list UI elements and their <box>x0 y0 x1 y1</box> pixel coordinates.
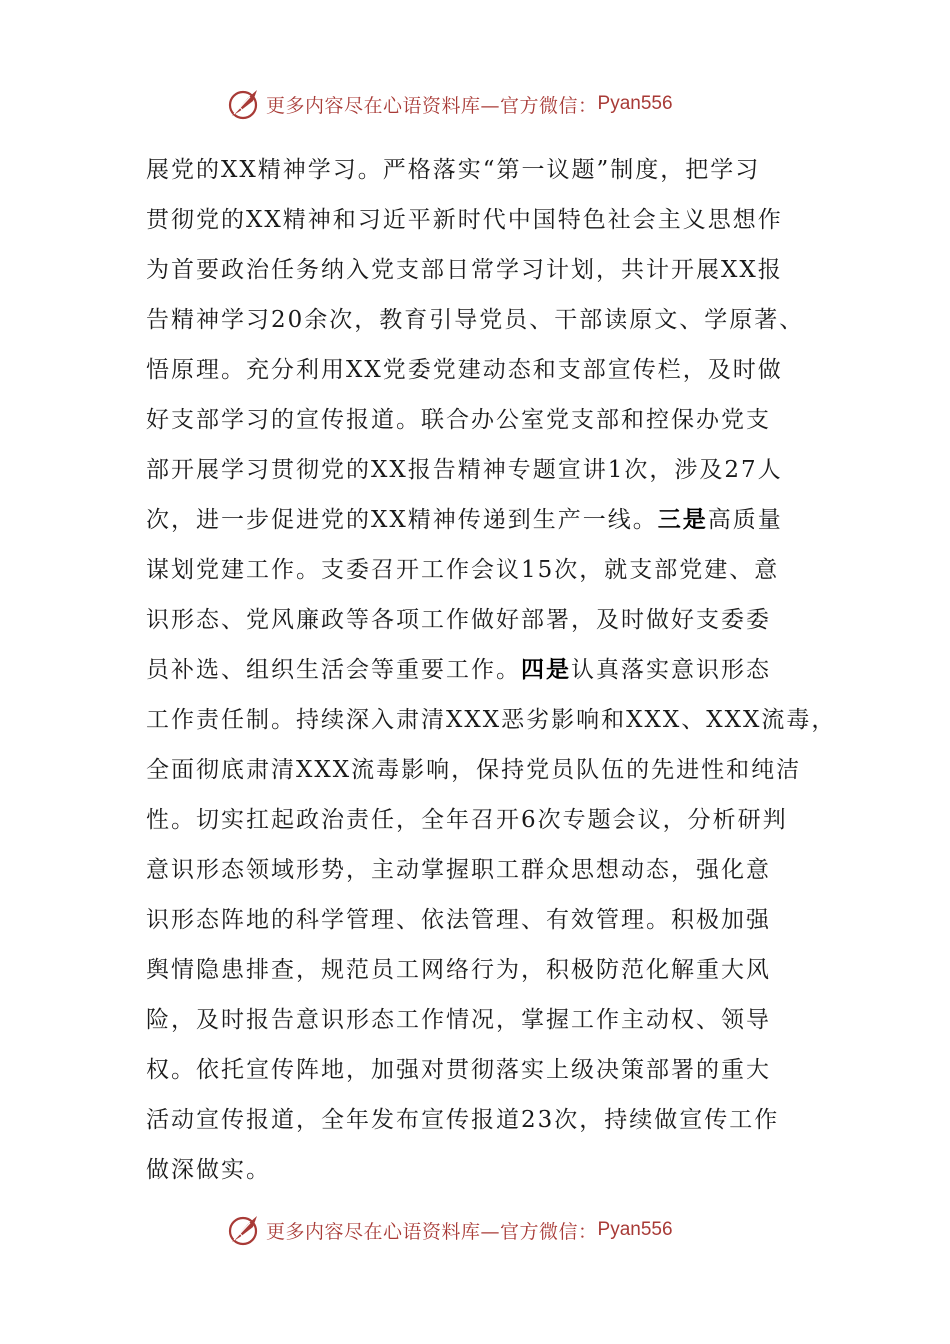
header-watermark <box>226 84 746 124</box>
text-line <box>146 695 837 745</box>
text-segment: 险，及时报告意识形态工作情况，掌握工作主动权、领导 <box>146 1007 771 1033</box>
text-segment: 次，进一步促进党的XX精神传递到生产一线。 <box>146 507 658 533</box>
text-line <box>146 195 806 245</box>
text-line <box>146 745 806 795</box>
text-line <box>146 995 806 1045</box>
watermark-text: 更多内容尽在心语资料库—官方微信： <box>266 1220 598 1243</box>
text-segment: 意识形态领域形势，主动掌握职工群众思想动态，强化意 <box>146 857 771 883</box>
text-line <box>146 545 806 595</box>
text-segment: 贯彻党的XX精神和习近平新时代中国特色社会主义思想作 <box>146 207 783 233</box>
text-segment: 高质量 <box>707 507 783 533</box>
text-line <box>146 445 806 495</box>
text-segment: 展党的XX精神学习。严格落实“第一议题”制度，把学习 <box>146 157 761 183</box>
text-line <box>146 295 806 345</box>
text-line <box>146 245 806 295</box>
text-segment: 谋划党建工作。支委召开工作会议15次，就支部党建、意 <box>146 557 780 583</box>
text-segment: 性。切实扛起政治责任，全年召开6次专题会议，分析研判 <box>146 807 788 833</box>
text-line <box>146 845 806 895</box>
text-segment: 好支部学习的宣传报道。联合办公室党支部和控保办党支 <box>146 407 771 433</box>
emphasis-label: 三是 <box>657 506 708 533</box>
text-line <box>146 645 806 695</box>
text-segment: 舆情隐患排查，规范员工网络行为，积极防范化解重大风 <box>146 957 771 983</box>
text-line <box>146 395 806 445</box>
text-segment: 识形态阵地的科学管理、依法管理、有效管理。积极加强 <box>146 907 771 933</box>
quill-logo-icon <box>226 1212 262 1248</box>
text-line <box>146 1095 806 1145</box>
text-segment: 悟原理。充分利用XX党委党建动态和支部宣传栏，及时做 <box>146 357 783 383</box>
text-segment: 工作责任制。持续深入肃清XXX恶劣影响和XXX、XXX流毒， <box>146 707 837 733</box>
emphasis-label: 四是 <box>521 656 571 683</box>
quill-logo-icon <box>226 86 262 122</box>
text-segment: 活动宣传报道，全年发布宣传报道23次，持续做宣传工作 <box>146 1107 780 1133</box>
text-line <box>146 595 806 645</box>
text-line <box>146 945 806 995</box>
text-line <box>146 1045 806 1095</box>
text-segment: 部开展学习贯彻党的XX报告精神专题宣讲1次，涉及27人 <box>146 457 783 483</box>
watermark-wechat-id: Pyan556 <box>597 93 673 114</box>
text-line <box>146 795 806 845</box>
text-segment: 做深做实。 <box>146 1157 271 1183</box>
text-line <box>146 145 806 195</box>
text-segment: 告精神学习20余次，教育引导党员、干部读原文、学原著、 <box>146 307 805 333</box>
text-segment: 认真落实意识形态 <box>571 657 771 683</box>
text-segment: 员补选、组织生活会等重要工作。 <box>146 657 521 683</box>
text-line <box>146 895 806 945</box>
text-line <box>146 345 806 395</box>
text-segment: 全面彻底肃清XXX流毒影响，保持党员队伍的先进性和纯洁 <box>146 757 802 783</box>
text-segment: 为首要政治任务纳入党支部日常学习计划，共计开展XX报 <box>146 257 783 283</box>
text-segment: 识形态、党风廉政等各项工作做好部署，及时做好支委委 <box>146 607 771 633</box>
document-body <box>146 145 837 1195</box>
watermark-wechat-id: Pyan556 <box>597 1219 673 1240</box>
text-line <box>146 495 806 545</box>
footer-watermark <box>226 1210 746 1250</box>
text-line <box>146 1145 806 1195</box>
text-segment: 权。依托宣传阵地，加强对贯彻落实上级决策部署的重大 <box>146 1057 771 1083</box>
watermark-text: 更多内容尽在心语资料库—官方微信： <box>266 94 598 117</box>
